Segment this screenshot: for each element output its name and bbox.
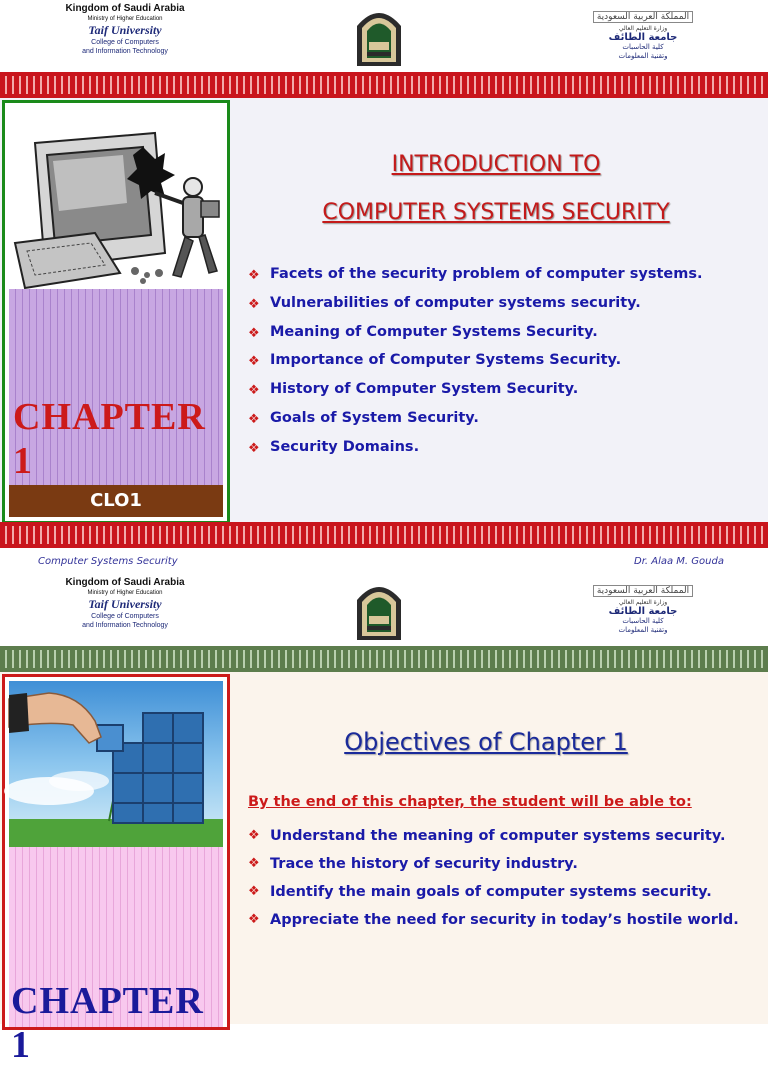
header-band — [0, 646, 768, 672]
college-line-1: College of Computers — [91, 613, 159, 620]
list-item: ❖ Understand the meaning of computer systems security. — [248, 822, 748, 850]
list-item: ❖ Facets of the security problem of computer systems. — [248, 266, 703, 283]
footer-course-name: Computer Systems Security — [38, 556, 178, 567]
objectives-list — [248, 822, 748, 934]
diamond-bullet-icon: ❖ — [248, 441, 260, 456]
arabic-college-line-1: كلية الحاسبات — [622, 43, 664, 51]
diamond-bullet-icon: ❖ — [248, 268, 260, 283]
computer-thief-illustration — [5, 103, 227, 289]
arabic-university-text: جامعة الطائف — [608, 606, 678, 617]
arabic-college-line-2: وتقنية المعلومات — [618, 52, 668, 60]
list-item: ❖ Meaning of Computer Systems Security. — [248, 324, 598, 341]
slide-title-line-2: COMPUTER SYSTEMS SECURITY — [322, 200, 670, 225]
footer-author: Dr. Alaa M. Gouda — [634, 556, 724, 567]
slide-footer — [0, 548, 768, 574]
arabic-ministry-text: وزارة التعليم العالي — [618, 25, 668, 32]
hand-cubes-sky-illustration — [9, 681, 223, 847]
clo-label: CLO1 — [9, 485, 223, 517]
objectives-intro: By the end of this chapter, the student will be able to: — [248, 794, 692, 810]
university-arabic-block — [590, 4, 696, 61]
chapter-panel — [2, 100, 230, 524]
list-item: ❖ Goals of System Security. — [248, 410, 479, 427]
list-item: ❖ Trace the history of security industry. — [248, 850, 748, 878]
ministry-text: Ministry of Higher Education — [87, 16, 163, 22]
diamond-bullet-icon: ❖ — [248, 297, 260, 312]
diamond-bullet-icon: ❖ — [248, 828, 260, 843]
diamond-bullet-icon: ❖ — [248, 412, 260, 427]
header-band — [0, 72, 768, 98]
diamond-bullet-icon: ❖ — [248, 326, 260, 341]
chapter-label: CHAPTER 1 — [11, 980, 204, 1066]
diamond-bullet-icon: ❖ — [248, 856, 260, 871]
diamond-bullet-icon: ❖ — [248, 383, 260, 398]
university-english-block — [55, 577, 195, 630]
chapter-panel — [2, 674, 230, 1066]
arabic-ministry-text: وزارة التعليم العالي — [618, 599, 668, 606]
kingdom-text: Kingdom of Saudi Arabia — [65, 3, 185, 14]
footer-band — [0, 522, 768, 548]
college-line-2: and Information Technology — [82, 622, 168, 629]
university-text: Taif University — [88, 597, 162, 611]
list-item: ❖ Appreciate the need for security in today’s hostile world. — [248, 906, 748, 934]
ministry-text: Ministry of Higher Education — [87, 590, 163, 596]
diamond-bullet-icon: ❖ — [248, 884, 260, 899]
list-item: ❖ Importance of Computer Systems Security. — [248, 352, 622, 369]
slide-header — [0, 574, 768, 646]
slide-2 — [0, 574, 768, 1066]
list-item: ❖ Identify the main goals of computer systems security. — [248, 878, 748, 906]
chapter-label: CHAPTER 1 — [13, 396, 206, 482]
arabic-university-text: جامعة الطائف — [608, 32, 678, 43]
arabic-kingdom-text: المملكة العربية السعودية — [593, 11, 693, 23]
university-logo-icon — [353, 4, 405, 68]
university-english-block — [55, 3, 195, 56]
diamond-bullet-icon: ❖ — [248, 912, 260, 927]
slide-title-line-1: INTRODUCTION TO — [391, 152, 601, 177]
college-line-1: College of Computers — [91, 39, 159, 46]
university-logo-icon — [353, 578, 405, 642]
list-item: ❖ Security Domains. — [248, 439, 420, 456]
college-line-2: and Information Technology — [82, 48, 168, 55]
arabic-college-line-1: كلية الحاسبات — [622, 617, 664, 625]
list-item: ❖ Vulnerabilities of computer systems security. — [248, 295, 641, 312]
diamond-bullet-icon: ❖ — [248, 354, 260, 369]
kingdom-text: Kingdom of Saudi Arabia — [65, 577, 185, 588]
topics-list — [248, 266, 758, 468]
university-text: Taif University — [88, 23, 162, 37]
slide-title: Objectives of Chapter 1 — [344, 728, 628, 756]
university-arabic-block — [590, 578, 696, 635]
list-item: ❖ History of Computer System Security. — [248, 381, 579, 398]
arabic-college-line-2: وتقنية المعلومات — [618, 626, 668, 634]
slide-header — [0, 0, 768, 72]
arabic-kingdom-text: المملكة العربية السعودية — [593, 585, 693, 597]
